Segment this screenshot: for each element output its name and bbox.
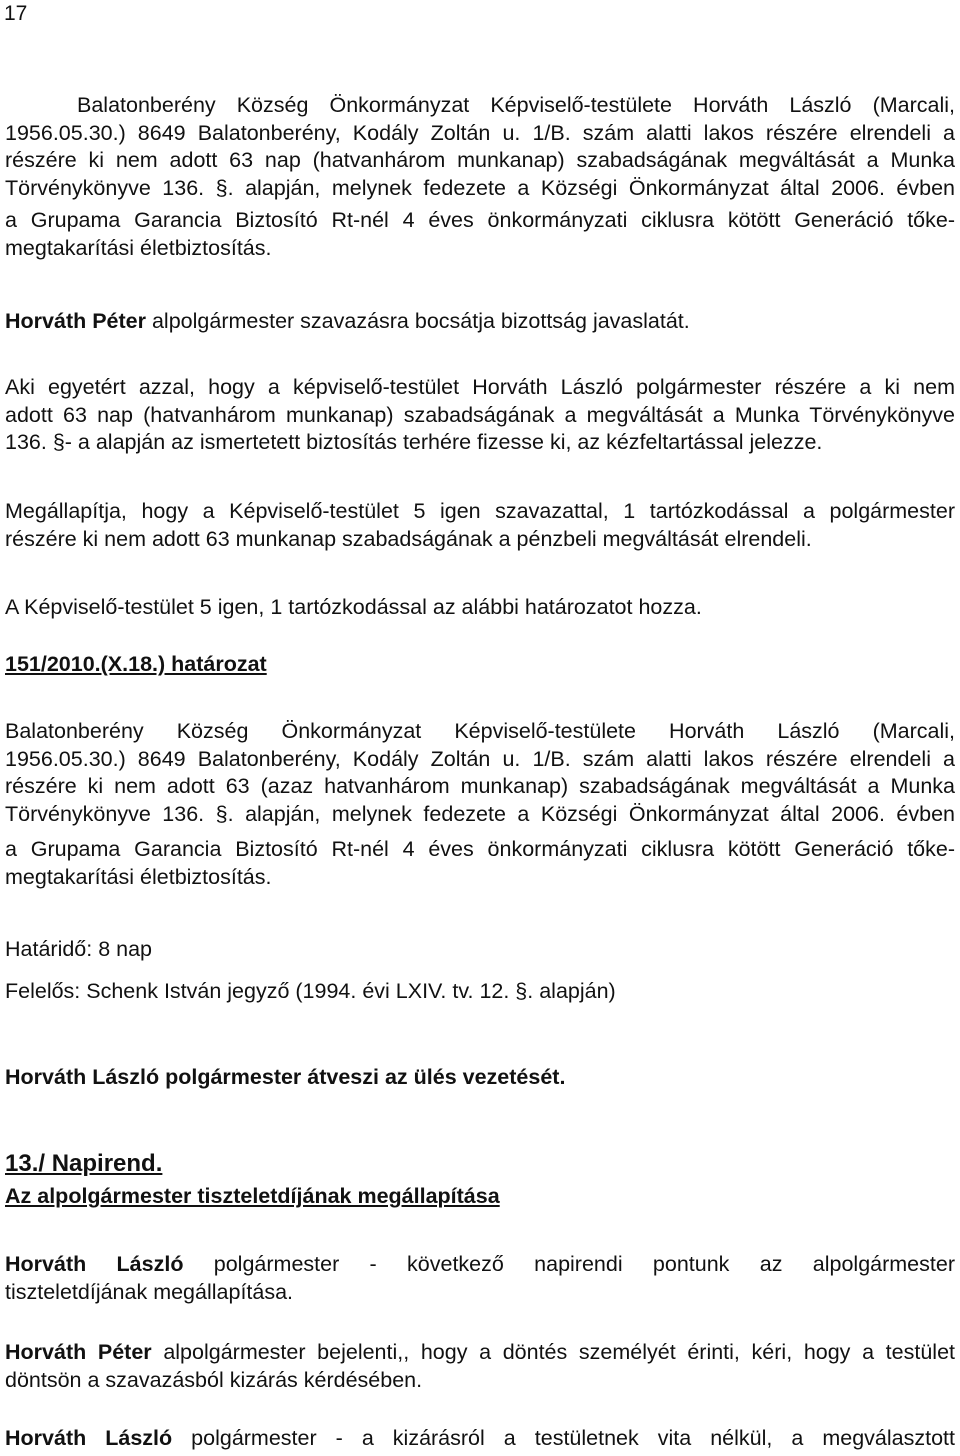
- speaker-text: polgármester - a kizárásról a testületnek vita nélkül, a megválasztott: [172, 1426, 955, 1450]
- text-line: a Grupama Garancia Biztosító Rt-nél 4 éves önkormányzati ciklusra kötött Generáció tőke-: [5, 837, 955, 861]
- text-line: döntsön a szavazásból kizárás kérdésében.: [5, 1367, 423, 1392]
- text-line: megtakarítási életbiztosítás.: [5, 235, 272, 260]
- speaker-text: polgármester - következő napirendi pontunk az alpolgármester: [183, 1252, 955, 1276]
- mayor-exclusion-paragraph: [5, 1425, 955, 1453]
- responsible-line: Felelős: Schenk István jegyző (1994. évi LXIV. tv. 12. §. alapján): [5, 979, 616, 1003]
- text-line: [5, 1251, 955, 1279]
- mayor-intro-paragraph: [5, 1251, 955, 1306]
- vote-result-paragraph: [5, 498, 955, 553]
- resolution-intro: A Képviselő-testület 5 igen, 1 tartózkodással az alábbi határozatot hozza.: [5, 595, 702, 619]
- text-line: részére ki nem adott 63 nap (hatvanhárom munkanap) szabadságának megváltását a Munka: [5, 148, 955, 172]
- vote-call-paragraph: [5, 308, 955, 336]
- text-line: [5, 1339, 955, 1367]
- speaker-name: Horváth László: [5, 1252, 184, 1276]
- text-line: Megállapítja, hogy a Képviselő-testület 5 igen szavazattal, 1 tartózkodással a polgármester: [5, 499, 955, 523]
- agenda-number: 13./ Napirend.: [5, 1150, 163, 1177]
- text-line: adott 63 nap (hatvanhárom munkanap) szabadságának a megváltását a Munka Törvénykönyve: [5, 402, 955, 427]
- text-line: tiszteletdíjának megállapítása.: [5, 1279, 294, 1304]
- speaker-name: Horváth Péter: [5, 309, 146, 333]
- text-line: 136. §- a alapján az ismertetett biztosítás terhére fizesse ki, az kézfeltartással jelezze.: [5, 430, 823, 454]
- speaker-name: Horváth László: [5, 1426, 173, 1450]
- text-line: a Grupama Garancia Biztosító Rt-nél 4 éves önkormányzati ciklusra kötött Generáció tőke-: [5, 208, 955, 232]
- resolution-text-paragraph: [5, 718, 955, 891]
- text-line: Törvénykönyve 136. §. alapján, melynek fedezete a Községi Önkormányzat által 2006. évben: [5, 175, 955, 200]
- text-line: Törvénykönyve 136. §. alapján, melynek fedezete a Községi Önkormányzat által 2006. évben: [5, 801, 955, 826]
- text-line: Balatonberény Község Önkormányzat Képviselő-testülete Horváth László (Marcali,: [5, 719, 955, 743]
- speaker-name: Horváth Péter: [5, 1340, 152, 1364]
- text-line: Balatonberény Község Önkormányzat Képviselő-testülete Horváth László (Marcali,: [77, 93, 955, 117]
- handover-line: Horváth László polgármester átveszi az ülés vezetését.: [5, 1065, 566, 1089]
- text-line: [5, 1425, 955, 1453]
- deadline-line: Határidő: 8 nap: [5, 937, 153, 961]
- agenda-title: Az alpolgármester tiszteletdíjának megállapítása: [5, 1184, 500, 1208]
- decision-text-paragraph: [5, 92, 955, 262]
- vote-call-text: alpolgármester szavazásra bocsátja bizottság javaslatát.: [146, 309, 690, 333]
- deputy-mayor-paragraph: [5, 1339, 955, 1394]
- text-line: részére ki nem adott 63 munkanap szabadságának a pénzbeli megváltását elrendeli.: [5, 526, 812, 551]
- text-line: megtakarítási életbiztosítás.: [5, 864, 272, 889]
- text-line: 1956.05.30.) 8649 Balatonberény, Kodály Zoltán u. 1/B. szám alatti lakos részére elrendeli a: [5, 746, 955, 771]
- text-line: Aki egyetért azzal, hogy a képviselő-testület Horváth László polgármester részére a ki nem: [5, 375, 955, 399]
- resolution-title: 151/2010.(X.18.) határozat: [5, 652, 267, 676]
- text-line: 1956.05.30.) 8649 Balatonberény, Kodály Zoltán u. 1/B. szám alatti lakos részére elrendeli a: [5, 120, 955, 145]
- text-line: részére ki nem adott 63 (azaz hatvanhárom munkanap) szabadságának megváltását a Munka: [5, 774, 955, 798]
- page-number: 17: [4, 2, 28, 25]
- vote-question-paragraph: [5, 374, 955, 457]
- speaker-text: alpolgármester bejelenti,, hogy a döntés személyét érinti, kéri, hogy a testület: [151, 1340, 956, 1364]
